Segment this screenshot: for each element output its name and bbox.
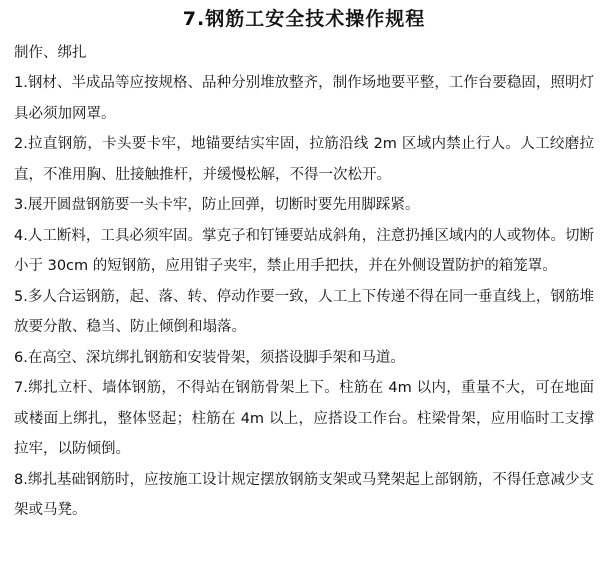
rule-item-5: 5.多人合运钢筋，起、落、转、停动作要一致，人工上下传递不得在同一垂直线上，钢筋堆放要分散、稳当、防止倾倒和塌落。 [14,288,594,335]
rule-item-3: 3.展开圆盘钢筋要一头卡牢，防止回弹，切断时要先用脚踩紧。 [14,197,420,213]
rule-item-1: 1.钢材、半成品等应按规格、品种分别堆放整齐，制作场地要平整，工作台要稳固，照明灯具必须加网罩。 [14,75,594,122]
section-heading: 制作、绑扎 [14,45,87,61]
rule-item-2: 2.拉直钢筋，卡头要卡牢，地锚要结实牢固，拉筋沿线 2m 区域内禁止行人。人工绞磨拉直，不准用胸、肚接触推杆，并缓慢松解，不得一次松开。 [14,136,594,183]
rule-item-7: 7.绑扎立杆、墙体钢筋，不得站在钢筋骨架上下。柱筋在 4m 以内，重量不大，可在地面或楼面上绑扎，整体竖起；柱筋在 4m 以上，应搭设工作台。柱梁骨架，应用临时工支撑拉牢，以防倾倒。 [14,380,594,457]
rule-item-6: 6.在高空、深坑绑扎钢筋和安装骨架，须搭设脚手架和马道。 [14,349,405,366]
document-title: 7.钢筋工安全技术操作规程 [182,8,426,30]
rule-item-8: 8.绑扎基础钢筋时，应按施工设计规定摆放钢筋支架或马凳架起上部钢筋，不得任意减少支架或马凳。 [14,471,594,518]
rule-item-4: 4.人工断料，工具必须牢固。掌克子和钉锤要站成斜角，注意扔捶区域内的人或物体。切断小于 30cm 的短钢筋，应用钳子夹牢，禁止用手把扶，并在外侧设置防护的箱笼罩。 [14,227,594,274]
